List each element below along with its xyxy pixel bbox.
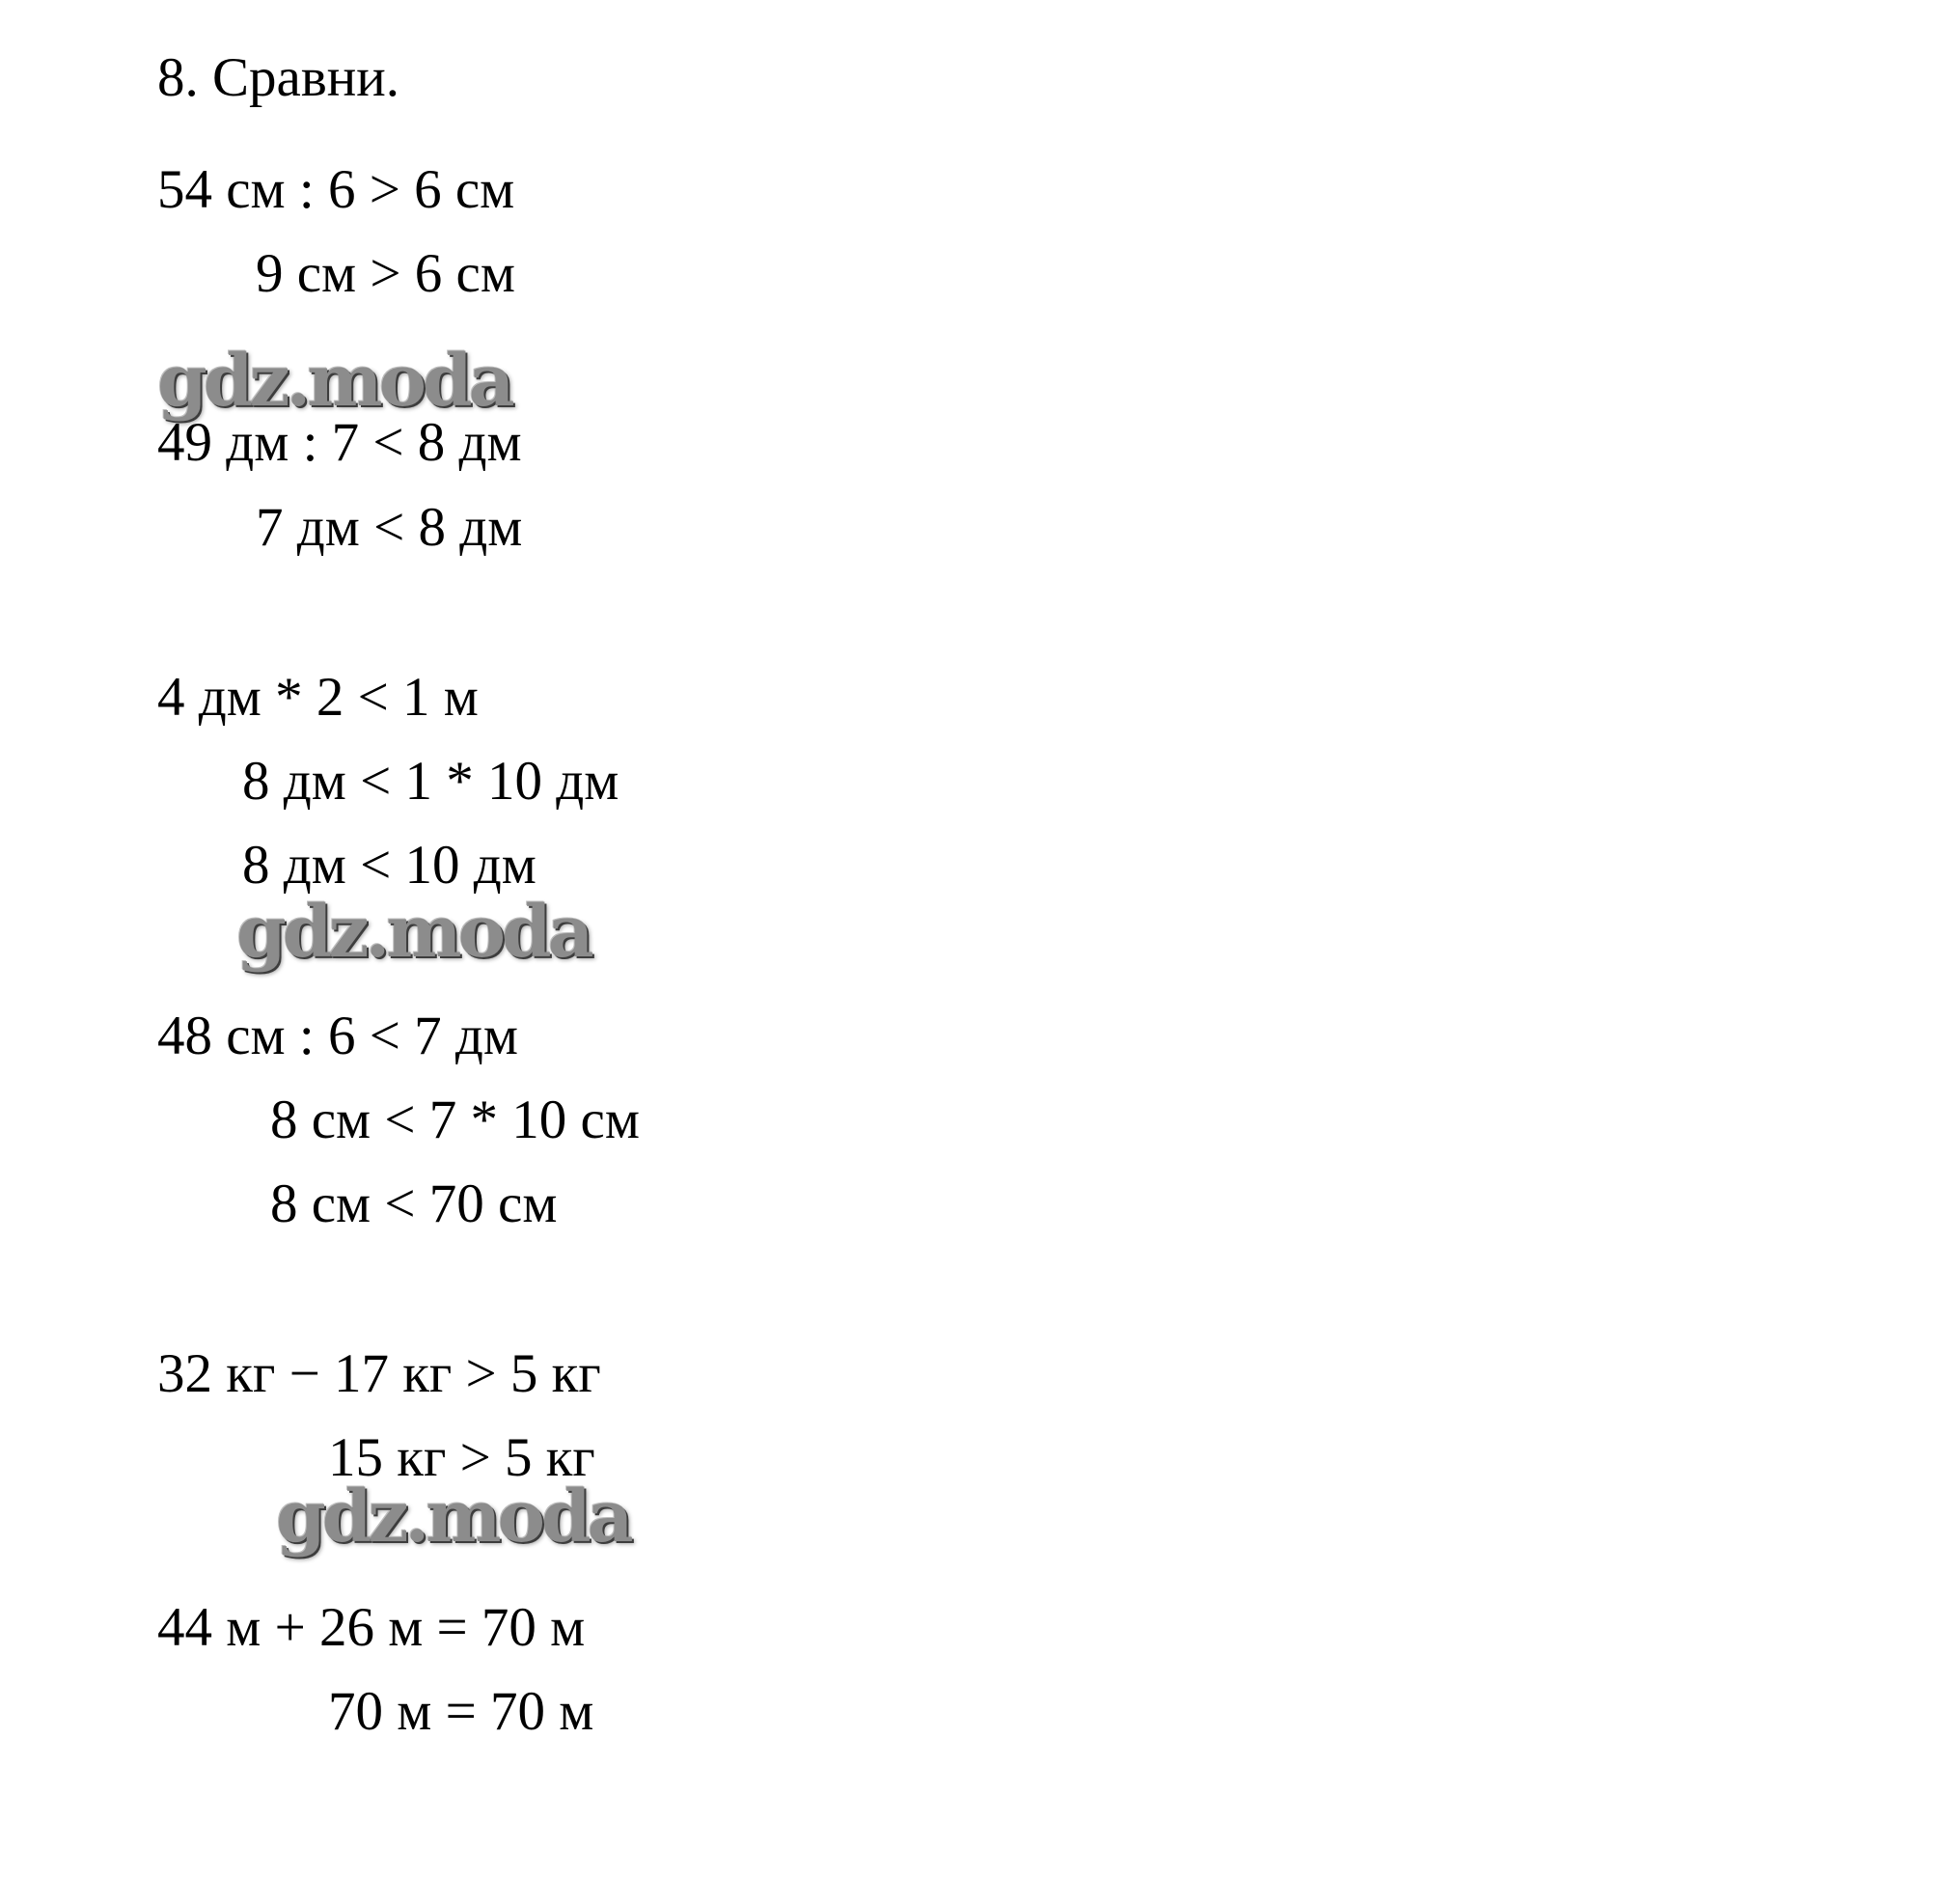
problem-4-expression: 48 см : 6 < 7 дм [157,1006,518,1066]
problem-1-expression: 54 см : 6 > 6 см [157,159,515,220]
watermark-3: gdz.moda [276,1476,630,1559]
watermark-1: gdz.moda [157,340,511,423]
problem-3-expression: 4 дм * 2 < 1 м [157,667,479,728]
problem-5-step-1: 15 кг > 5 кг [328,1427,595,1488]
problem-6-step-1: 70 м = 70 м [328,1681,594,1742]
problem-1-step-1: 9 см > 6 см [256,243,515,304]
problem-2-step-1: 7 дм < 8 дм [256,497,523,558]
problem-4-step-1: 8 см < 7 * 10 см [270,1090,640,1150]
problem-6-expression: 44 м + 26 м = 70 м [157,1597,586,1658]
problem-5-expression: 32 кг − 17 кг > 5 кг [157,1343,601,1404]
exercise-title: 8. Сравни. [157,47,399,108]
watermark-2: gdz.moda [236,891,591,974]
problem-4-step-2: 8 см < 70 см [270,1173,558,1234]
problem-3-step-2: 8 дм < 10 дм [242,835,536,896]
problem-3-step-1: 8 дм < 1 * 10 дм [242,751,619,812]
problem-2-expression: 49 дм : 7 < 8 дм [157,412,522,473]
